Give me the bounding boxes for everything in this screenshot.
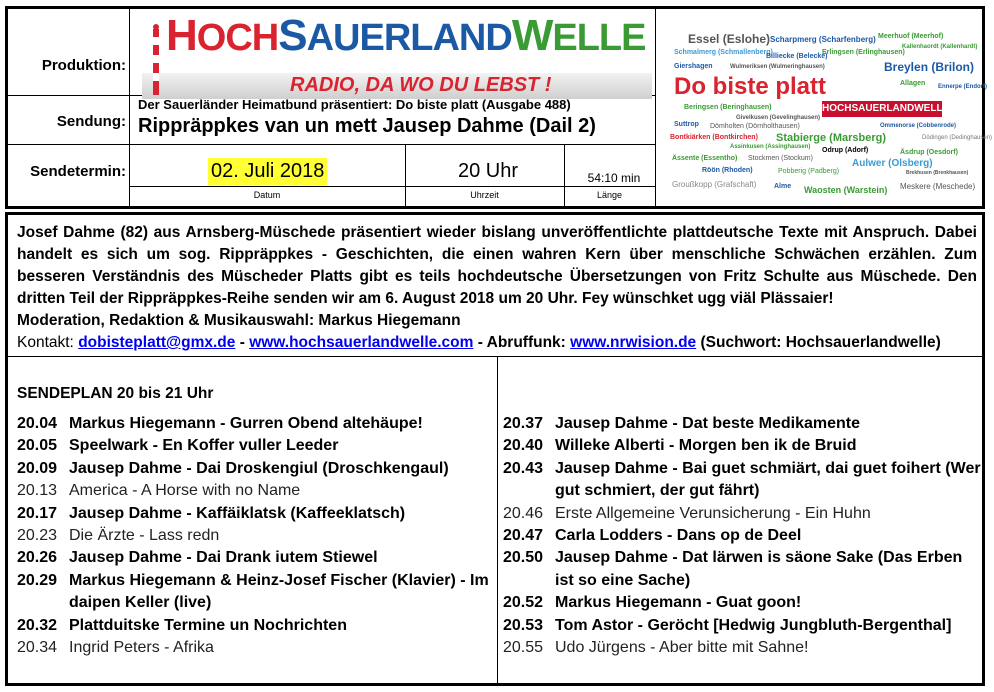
- schedule-title: Jausep Dahme - Bai guet schmiärt, dai guet foihert (Wer gut schmiert, der gut fährt): [555, 459, 981, 500]
- cloud-word: Beringsen (Beringhausen): [684, 104, 772, 111]
- cloud-title: Do biste platt: [674, 73, 827, 100]
- schedule-row: [17, 547, 495, 569]
- cloud-word: Ässente (Essentho): [672, 155, 738, 162]
- suchwort-text: (Suchwort: Hochsauerlandwelle): [696, 334, 941, 351]
- schedule-time: 20.47: [503, 527, 544, 545]
- cloud-word: Alme: [774, 183, 792, 190]
- header-box: [5, 6, 993, 209]
- cloud-word: Dödingen (Dedinghausen): [922, 135, 993, 141]
- schedule-title: Jausep Dahme - Dai Droskengiul (Droschkengaul): [69, 459, 449, 477]
- cloud-word: Meskere (Meschede): [900, 182, 976, 191]
- moderation-line: Moderation, Redaktion & Musikauswahl: Markus Hiegemann: [17, 312, 461, 329]
- logo-title: HOCHSAUERLANDWELLE: [166, 11, 646, 60]
- schedule-title: Markus Hiegemann - Guat goon!: [555, 594, 802, 612]
- cloud-word: Bontkiärken (Bontkirchen): [670, 134, 758, 141]
- row-divider-2: [8, 144, 655, 145]
- schedule-title: Carla Lodders - Dans op de Deel: [555, 527, 802, 545]
- broadcast-duration: 54:10 min: [587, 171, 641, 185]
- schedule-time: 20.32: [17, 616, 58, 634]
- schedule-time: 20.37: [503, 415, 544, 432]
- schedule-time: 20.17: [17, 504, 58, 522]
- schedule-title: Jausep Dahme - Dai Drank iutem Stiewel: [69, 549, 378, 567]
- schedule-title: Die Ärzte - Lass redn: [69, 527, 220, 545]
- schedule-title: Jausep Dahme - Kaffäiklatsk (Kaffeeklatsch): [69, 504, 406, 522]
- schedule-time: 20.23: [17, 527, 58, 545]
- cloud-word: Wulmeriksen (Wulmeringhausen): [730, 64, 825, 70]
- schedule-row: [17, 615, 495, 637]
- contact-separator: -: [235, 334, 250, 351]
- cloud-word: Scharpmerg (Scharfenberg): [770, 35, 876, 44]
- logo-slogan: RADIO, DA WO DU LEBST !: [290, 74, 552, 96]
- radio-mast-icon: [146, 23, 166, 95]
- cloud-word: Erlingsen (Erlinghausen): [822, 49, 905, 56]
- row-divider-3: [129, 186, 655, 187]
- schedule-title: America - A Horse with no Name: [69, 482, 301, 500]
- schedule-row: [17, 637, 495, 659]
- plan-right-column: [503, 413, 981, 659]
- schedule-row: [17, 525, 495, 547]
- schedule-title: Jausep Dahme - Dat beste Medikamente: [555, 415, 860, 432]
- sendetermin-label: Sendetermin:: [30, 163, 126, 180]
- schedule-time: 20.34: [17, 639, 58, 657]
- cloud-word: Allagen: [900, 80, 926, 87]
- cloud-word: Giershagen: [674, 63, 713, 70]
- produktion-label: Produktion:: [41, 57, 126, 74]
- program-box: [5, 212, 985, 686]
- schedule-time: 20.50: [503, 549, 544, 567]
- cloud-word: Essel (Eslohe): [688, 32, 771, 46]
- schedule-row: [503, 592, 981, 614]
- schedule-time: 20.05: [17, 437, 58, 455]
- caption-datum: Datum: [253, 190, 281, 200]
- intro-text: Josef Dahme (82) aus Arnsberg-Müschede präsentiert wieder bislang unveröffentlichte plattdeutsche Texte mit Anspruch. Dabei handelt es sich um sog. Rippräppkes - Geschichten, die einen wahren Kern über menschliche Schwächen erzählen. Zum besseren Verständnis des Müscheder Platts gibt es teils hochdeutsche Übersetzungen von Fritz Schulte aus Müschede. Den dritten Teil der Rippräppkes-Reihe senden wir am 6. August 2018 um 20 Uhr. Fey wünschket ugg viäl Plässaier!: [17, 224, 977, 307]
- cloud-word: Brekhusen (Brenkhausen): [906, 170, 969, 176]
- schedule-time: 20.04: [17, 415, 58, 432]
- cloud-word: Assinkusen (Assinghausen): [730, 144, 811, 150]
- word-cloud: [660, 9, 993, 206]
- plan-left-column: [17, 413, 495, 659]
- schedule-row: [503, 435, 981, 457]
- schedule-row: [503, 525, 981, 547]
- schedule-title: Markus Hiegemann - Gurren Obend altehäupe!: [69, 415, 423, 432]
- schedule-time: 20.43: [503, 459, 544, 477]
- schedule-title: Erste Allgemeine Verunsicherung - Ein Huhn: [555, 504, 871, 522]
- schedule-title: Jausep Dahme - Dat lärwen is säone Sake (Das Erben ist so eine Sache): [555, 549, 963, 589]
- broadcast-time: 20 Uhr: [457, 160, 519, 182]
- schedule-time: 20.29: [17, 571, 58, 589]
- plan-column-divider: [497, 356, 498, 686]
- schedule-row: [503, 547, 981, 592]
- cloud-word: Ommenorse (Cobbenrode): [880, 123, 957, 129]
- schedule-title: Markus Hiegemann & Heinz-Josef Fischer (Klavier) - Im daipen Keller (live): [69, 571, 489, 612]
- schedule-title: Speelwark - En Koffer vuller Leeder: [69, 437, 339, 455]
- sendung-label: Sendung:: [56, 113, 126, 130]
- kontakt-label: Kontakt:: [17, 334, 74, 351]
- caption-uhrzeit: Uhrzeit: [470, 190, 499, 200]
- schedule-row: [17, 413, 495, 435]
- contact-line: [17, 332, 977, 354]
- website-link[interactable]: www.hochsauerlandwelle.com: [249, 334, 474, 351]
- schedule-row: [503, 413, 981, 435]
- hochsauerlandwelle-logo: [138, 13, 658, 101]
- cloud-word: Givelkusen (Gevelinghausen): [736, 115, 821, 121]
- cloud-word: Ennerpe (Endorf): [938, 84, 987, 90]
- sendung-title: Rippräppkes van un mett Jausep Dahme (Dail 2): [138, 115, 596, 137]
- cloud-word: Suttrop: [674, 121, 699, 128]
- schedule-row: [17, 458, 495, 480]
- cloud-logo: HOCHSAUERLANDWELLE: [822, 101, 942, 117]
- cloud-word: Schmalmerg (Schmallenberg): [674, 49, 773, 56]
- cloud-word: Stabierge (Marsberg): [776, 132, 887, 144]
- schedule-row: [17, 480, 495, 502]
- intro-section: [17, 222, 977, 354]
- cloud-word: Pobberig (Padberg): [778, 168, 840, 175]
- schedule-row: [503, 637, 981, 659]
- cloud-word: Meerhuof (Meerhof): [878, 33, 944, 40]
- schedule-time: 20.26: [17, 549, 58, 567]
- schedule-title: Plattduitske Termine un Nochrichten: [69, 616, 347, 634]
- email-link[interactable]: dobisteplatt@gmx.de: [78, 334, 236, 351]
- schedule-time: 20.13: [17, 482, 58, 500]
- plan-title: SENDEPLAN 20 bis 21 Uhr: [17, 385, 214, 402]
- caption-laenge: Länge: [596, 190, 623, 200]
- schedule-time: 20.40: [503, 437, 544, 455]
- cloud-word: Äsdrup (Oesdorf): [900, 149, 958, 156]
- plan-divider: [8, 356, 982, 357]
- schedule-title: Willeke Alberti - Morgen ben ik de Bruid: [555, 437, 857, 455]
- schedule-time: 20.53: [503, 616, 544, 634]
- schedule-row: [503, 458, 981, 503]
- schedule-row: [503, 615, 981, 637]
- cloud-word: Kallenhaordt (Kallenhardt): [902, 44, 978, 50]
- schedule-title: Tom Astor - Geröcht [Hedwig Jungbluth-Bergenthal]: [555, 616, 952, 634]
- schedule-time: 20.09: [17, 459, 58, 477]
- schedule-row: [17, 570, 495, 615]
- schedule-time: 20.52: [503, 594, 544, 612]
- cloud-word: Waosten (Warstein): [804, 185, 888, 195]
- cloud-word: Aulwer (Olsberg): [852, 158, 933, 169]
- broadcast-date: 02. Juli 2018: [208, 158, 327, 185]
- schedule-title: Ingrid Peters - Afrika: [69, 639, 214, 657]
- schedule-row: [17, 503, 495, 525]
- cloud-word: Röön (Rhoden): [702, 167, 753, 174]
- sendung-subtitle: Der Sauerländer Heimatbund präsentiert: Do biste platt (Ausgabe 488): [138, 97, 571, 112]
- schedule-row: [503, 503, 981, 525]
- cloud-word: Billiecke (Belecke): [766, 53, 828, 60]
- cloud-word: Breylen (Brilon): [884, 60, 975, 74]
- abruf-label: - Abruffunk:: [473, 334, 571, 351]
- schedule-title: Udo Jürgens - Aber bitte mit Sahne!: [555, 639, 809, 657]
- nrwision-link[interactable]: www.nrwision.de: [570, 334, 697, 351]
- schedule-time: 20.55: [503, 639, 544, 657]
- schedule-row: [17, 435, 495, 457]
- cloud-word: Dömholten (Dörnholthausen): [710, 123, 800, 130]
- cloud-word: Stockmen (Stockum): [748, 155, 813, 162]
- cloud-word: Odrup (Adorf): [822, 147, 869, 154]
- cloud-word: Groußkopp (Grafschaft): [672, 180, 757, 189]
- schedule-time: 20.46: [503, 504, 544, 522]
